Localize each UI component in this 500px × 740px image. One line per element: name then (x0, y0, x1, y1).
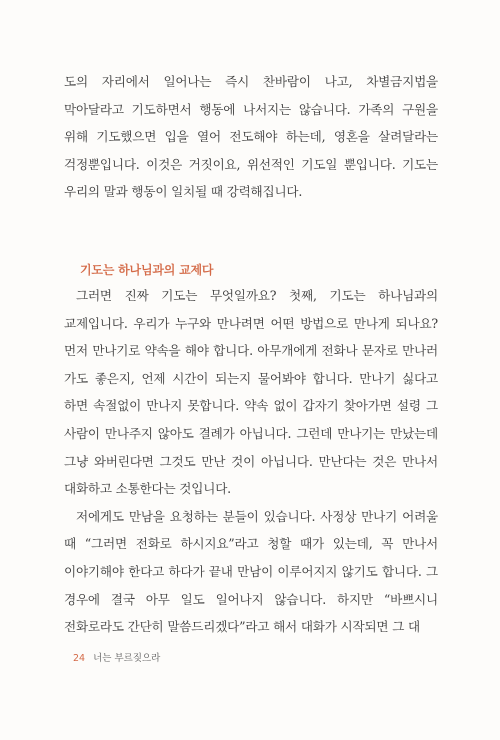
page-footer (73, 652, 160, 666)
body-paragraph: 도의 자리에서 일어나는 즉시 찬바람이 나고, 차별금지법을 막아달라고 기도하면서 행동에 나서지는 않습니다. 가족의 구원을 위해 기도했으면 입을 열어 전도해야 하는데, 영혼을 살려달라는 걱정뿐입니다. 이것은 거짓이요, 위선적인 기도일 뿐입니다. 기도는 우리의 말과 행동이 일치될 때 강력해집니다. (64, 74, 438, 200)
section-heading: 기도는 하나님과의 교제다 (80, 262, 214, 277)
section-spacer (64, 206, 438, 258)
body-paragraph: 저에게도 만남을 요청하는 분들이 있습니다. 사정상 만나기 어려울 때 “그러면 전화로 하시지요”라고 청할 때가 있는데, 꼭 만나서 이야기해야 한다고 하다가 끝내 만남이 이루어지지 않기도 합니다. 그 경우에 결국 아무 일도 일어나지 않습니다. 하지만 “바쁘시니 전화로라도 간단히 말씀드리겠다”라고 해서 대화가 시작되면 그 대 (64, 508, 438, 635)
page-number: 24 (73, 653, 86, 664)
body-paragraph: 그러면 진짜 기도는 무엇일까요? 첫째, 기도는 하나님과의 교제입니다. 우리가 누구와 만나려면 어떤 방법으로 만나게 되나요? 먼저 만나기로 약속을 해야 합니다. 아무개에게 전화나 문자로 만나러 가도 좋은지, 언제 시간이 되는지 물어봐야 합니다. 만나기 싫다고 하면 속절없이 만나지 못합니다. 약속 없이 갑자기 찾아가면 설령 그 사람이 만나주지 않아도 결례가 아닙니다. 그런데 만나기는 만났는데 그냥 와버린다면 그것도 만난 것이 아닙니다. 만난다는 것은 만나서 대화하고 소통한다는 것입니다. (64, 287, 438, 497)
running-title: 너는 부르짖으라 (93, 653, 161, 664)
page-body (64, 68, 438, 641)
